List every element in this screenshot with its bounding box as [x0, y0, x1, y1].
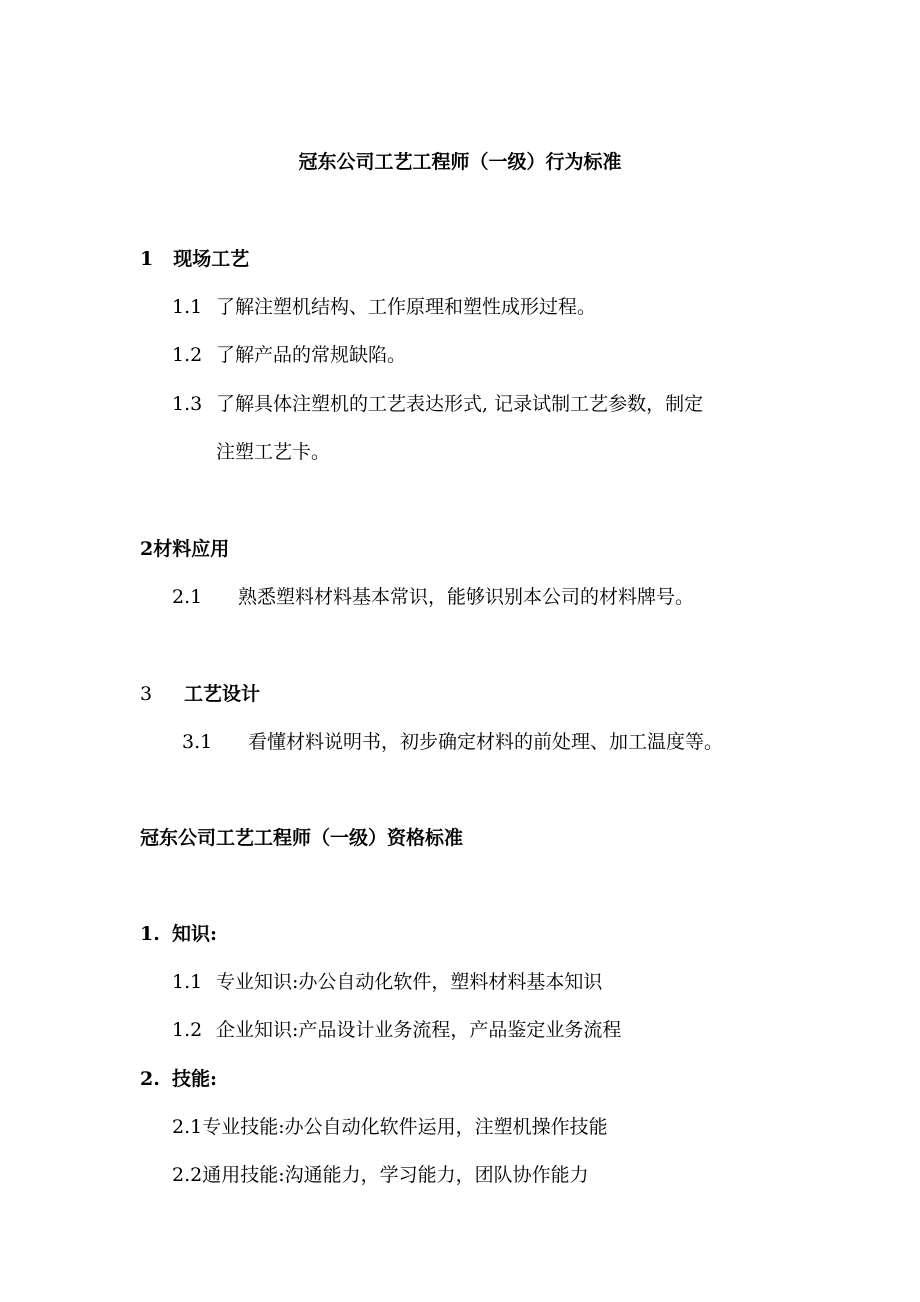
item-1-1: [172, 295, 596, 319]
qualification-title: [140, 826, 463, 850]
qual-section-1-heading: [140, 922, 217, 946]
item-number: 1.1: [172, 971, 203, 993]
qual-item-1-1: [172, 970, 602, 994]
item-text: 熟悉塑料材料基本常识，能够识别本公司的材料牌号。: [238, 586, 695, 608]
item-number: 3.1: [182, 731, 213, 753]
item-2-1: [172, 585, 694, 609]
item-text: 沟通能力，学习能力，团队协作能力: [284, 1164, 589, 1186]
item-text-continuation: 注塑工艺卡。: [216, 441, 331, 463]
behavior-title-text: 冠东公司工艺工程师（一级）行为标准: [298, 151, 622, 173]
section-title: 工艺设计: [184, 683, 261, 705]
section-title: 知识:: [172, 923, 218, 945]
section-number: 1: [140, 248, 154, 270]
item-number: 1.1: [172, 296, 203, 318]
section-title: 现场工艺: [173, 248, 250, 270]
section-1-heading: [140, 247, 249, 271]
item-label: 通用技能:: [202, 1164, 285, 1186]
item-1-3: [172, 392, 703, 416]
item-number: 2.1: [172, 1116, 203, 1138]
item-text: 产品设计业务流程，产品鉴定业务流程: [298, 1019, 622, 1041]
qual-item-1-2: [172, 1018, 621, 1042]
item-text: 办公自动化软件运用，注塑机操作技能: [284, 1116, 608, 1138]
item-text: 了解注塑机结构、工作原理和塑性成形过程。: [216, 296, 597, 318]
section-2-heading: [140, 537, 229, 561]
section-number: 3: [140, 683, 153, 705]
qual-section-2-heading: [140, 1067, 217, 1091]
item-number: 2.2: [172, 1164, 203, 1186]
item-1-2: [172, 343, 406, 367]
item-text: 看懂材料说明书，初步确定材料的前处理、加工温度等。: [248, 731, 724, 753]
qualification-title-text: 冠东公司工艺工程师（一级）资格标准: [140, 827, 464, 849]
item-number: 1.3: [172, 393, 203, 415]
qual-item-2-1: [172, 1115, 608, 1139]
item-text: 办公自动化软件，塑料材料基本知识: [298, 971, 603, 993]
section-title: 技能:: [172, 1068, 218, 1090]
item-label: 企业知识:: [216, 1019, 299, 1041]
item-text: 了解具体注塑机的工艺表达形式, 记录试制工艺参数，制定: [216, 393, 704, 415]
item-number: 1.2: [172, 344, 203, 366]
section-title: 材料应用: [153, 538, 230, 560]
item-label: 专业技能:: [202, 1116, 285, 1138]
item-3-1: [182, 730, 723, 754]
qual-item-2-2: [172, 1163, 589, 1187]
section-number: 2: [140, 538, 154, 560]
section-number: 1.: [140, 923, 160, 945]
item-label: 专业知识:: [216, 971, 299, 993]
behavior-title: [0, 150, 920, 174]
section-number: 2.: [140, 1068, 160, 1090]
section-3-heading: [140, 682, 260, 706]
item-text: 了解产品的常规缺陷。: [216, 344, 407, 366]
item-number: 1.2: [172, 1019, 203, 1041]
item-number: 2.1: [172, 586, 203, 608]
item-1-3-continuation: [216, 440, 330, 464]
